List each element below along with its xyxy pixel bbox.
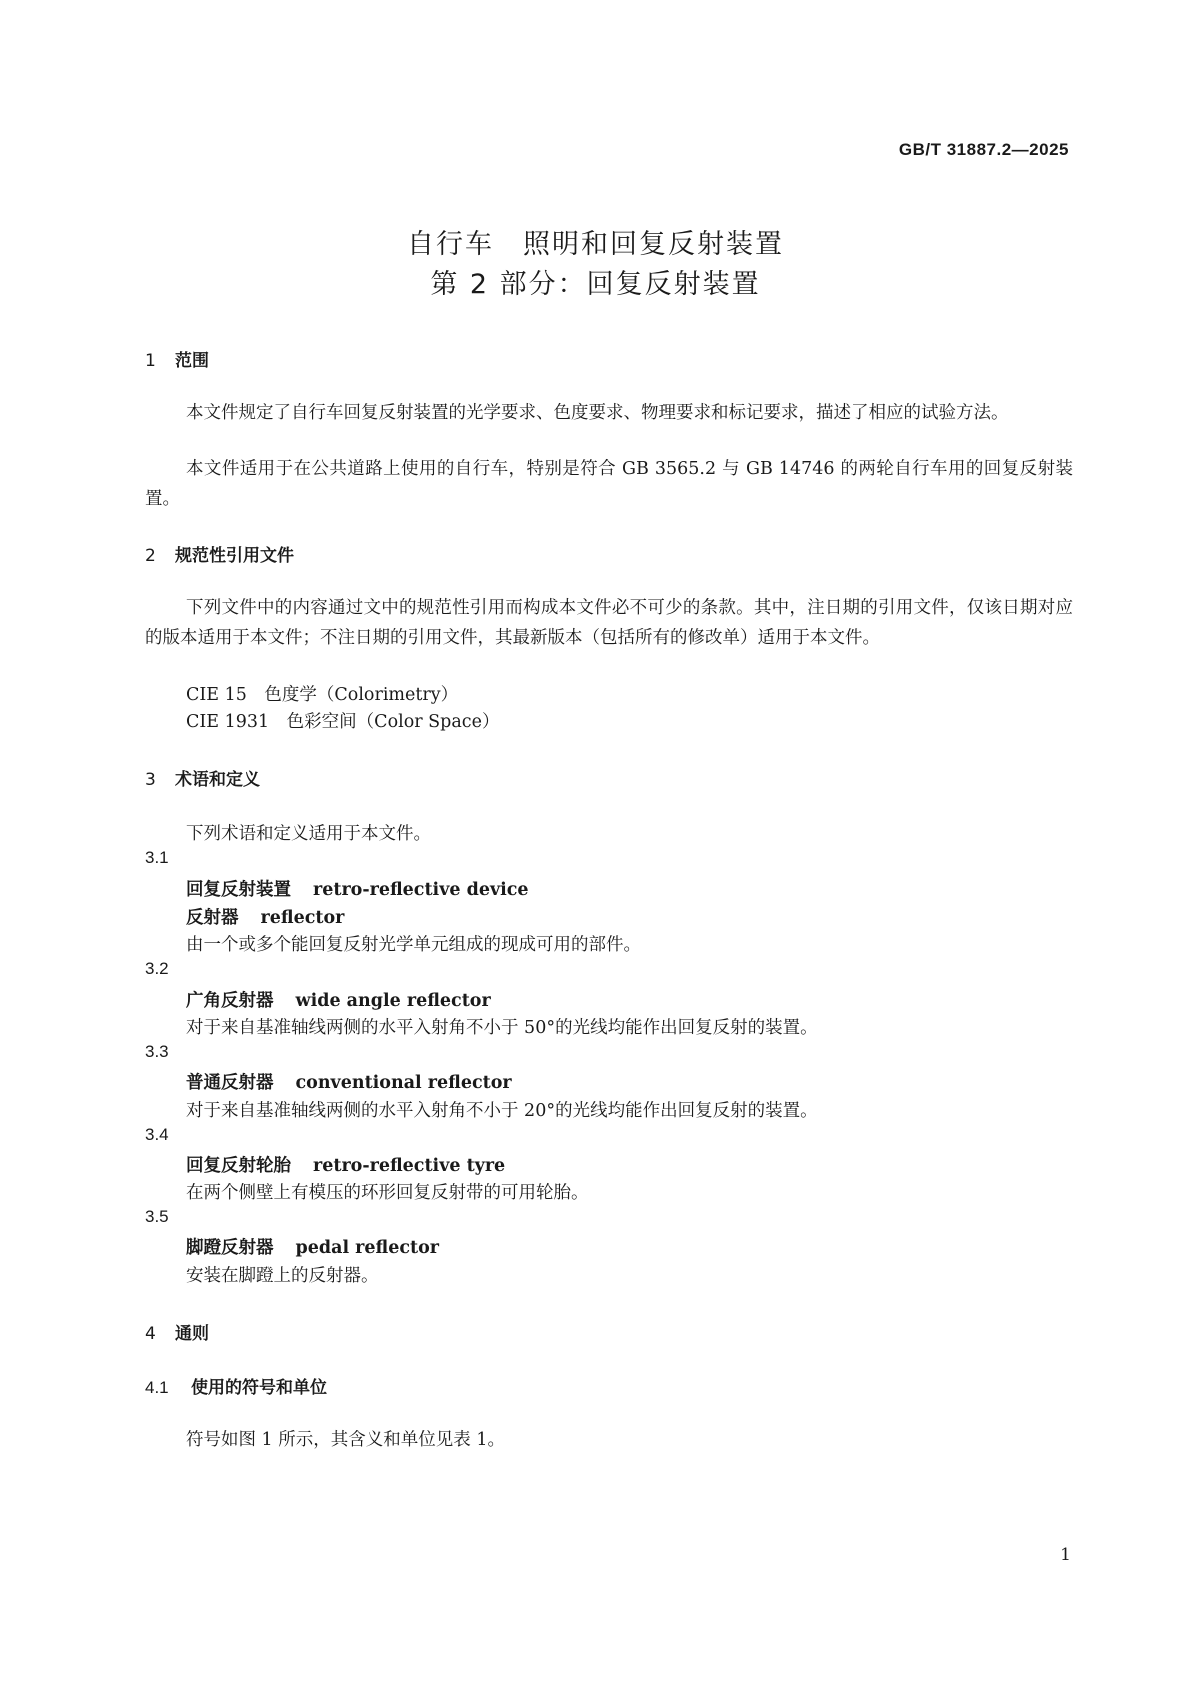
section-3-heading xyxy=(145,765,260,790)
term-number: 3.2 xyxy=(145,959,169,978)
term-number: 3.1 xyxy=(145,848,169,867)
term-zh: 广角反射器 xyxy=(186,991,274,1011)
reference-item: CIE 1931 色彩空间（Color Space） xyxy=(186,712,500,732)
term-entry xyxy=(186,1234,439,1259)
term-definition: 安装在脚蹬上的反射器。 xyxy=(186,1266,379,1286)
term-entry xyxy=(186,1152,505,1177)
term-entry xyxy=(186,987,491,1012)
section-title: 规范性引用文件 xyxy=(175,546,294,566)
term-en: reflector xyxy=(260,908,345,928)
section-title: 术语和定义 xyxy=(175,770,260,790)
term-zh: 普通反射器 xyxy=(186,1073,274,1093)
term-synonym xyxy=(186,904,344,929)
term-en: conventional reflector xyxy=(295,1073,512,1093)
term-zh: 脚蹬反射器 xyxy=(186,1238,274,1258)
document-title-line1: 自行车 照明和回复反射装置 xyxy=(407,229,784,260)
term-en: retro-reflective device xyxy=(313,880,529,900)
section-title: 通则 xyxy=(175,1324,209,1344)
paragraph: 下列术语和定义适用于本文件。 xyxy=(186,824,431,844)
term-number: 3.3 xyxy=(145,1042,169,1061)
term-en: wide angle reflector xyxy=(295,991,491,1011)
section-4-heading xyxy=(145,1319,209,1344)
subsection-title: 使用的符号和单位 xyxy=(191,1378,327,1398)
term-definition: 由一个或多个能回复反射光学单元组成的现成可用的部件。 xyxy=(186,935,641,955)
term-definition: 对于来自基准轴线两侧的水平入射角不小于 20°的光线均能作出回复反射的装置。 xyxy=(186,1101,818,1121)
section-number: 4 xyxy=(145,1324,156,1344)
term-en: pedal reflector xyxy=(295,1238,440,1258)
term-definition: 在两个侧壁上有模压的环形回复反射带的可用轮胎。 xyxy=(186,1183,589,1203)
subsection-number: 4.1 xyxy=(145,1378,169,1397)
term-entry xyxy=(186,876,529,901)
subsection-4-1-heading xyxy=(145,1373,327,1398)
section-2-heading xyxy=(145,541,294,566)
section-number: 3 xyxy=(145,770,156,790)
page-number: 1 xyxy=(1060,1545,1071,1565)
term-zh: 回复反射轮胎 xyxy=(186,1156,291,1176)
section-title: 范围 xyxy=(175,351,209,371)
term-number: 3.5 xyxy=(145,1207,169,1226)
paragraph: 本文件适用于在公共道路上使用的自行车，特别是符合 GB 3565.2 与 GB 14746 的两轮自行车用的回复反射装置。 xyxy=(145,459,1073,509)
term-zh: 回复反射装置 xyxy=(186,880,291,900)
paragraph: 本文件规定了自行车回复反射装置的光学要求、色度要求、物理要求和标记要求，描述了相应的试验方法。 xyxy=(186,403,1009,423)
term-definition: 对于来自基准轴线两侧的水平入射角不小于 50°的光线均能作出回复反射的装置。 xyxy=(186,1018,818,1038)
term-number: 3.4 xyxy=(145,1125,169,1144)
term-entry xyxy=(186,1069,512,1094)
paragraph: 下列文件中的内容通过文中的规范性引用而构成本文件必不可少的条款。其中，注日期的引用文件，仅该日期对应的版本适用于本文件；不注日期的引用文件，其最新版本（包括所有的修改单）适用于本文件。 xyxy=(145,598,1073,648)
term-zh: 反射器 xyxy=(186,908,239,928)
paragraph: 符号如图 1 所示，其含义和单位见表 1。 xyxy=(186,1430,505,1450)
section-number: 2 xyxy=(145,546,156,566)
reference-item: CIE 15 色度学（Colorimetry） xyxy=(186,685,459,705)
term-en: retro-reflective tyre xyxy=(313,1156,506,1176)
document-title-line2: 第 2 部分：回复反射装置 xyxy=(430,269,761,300)
standard-code: GB/T 31887.2—2025 xyxy=(898,140,1069,159)
section-number: 1 xyxy=(145,351,156,371)
section-1-heading xyxy=(145,346,209,371)
